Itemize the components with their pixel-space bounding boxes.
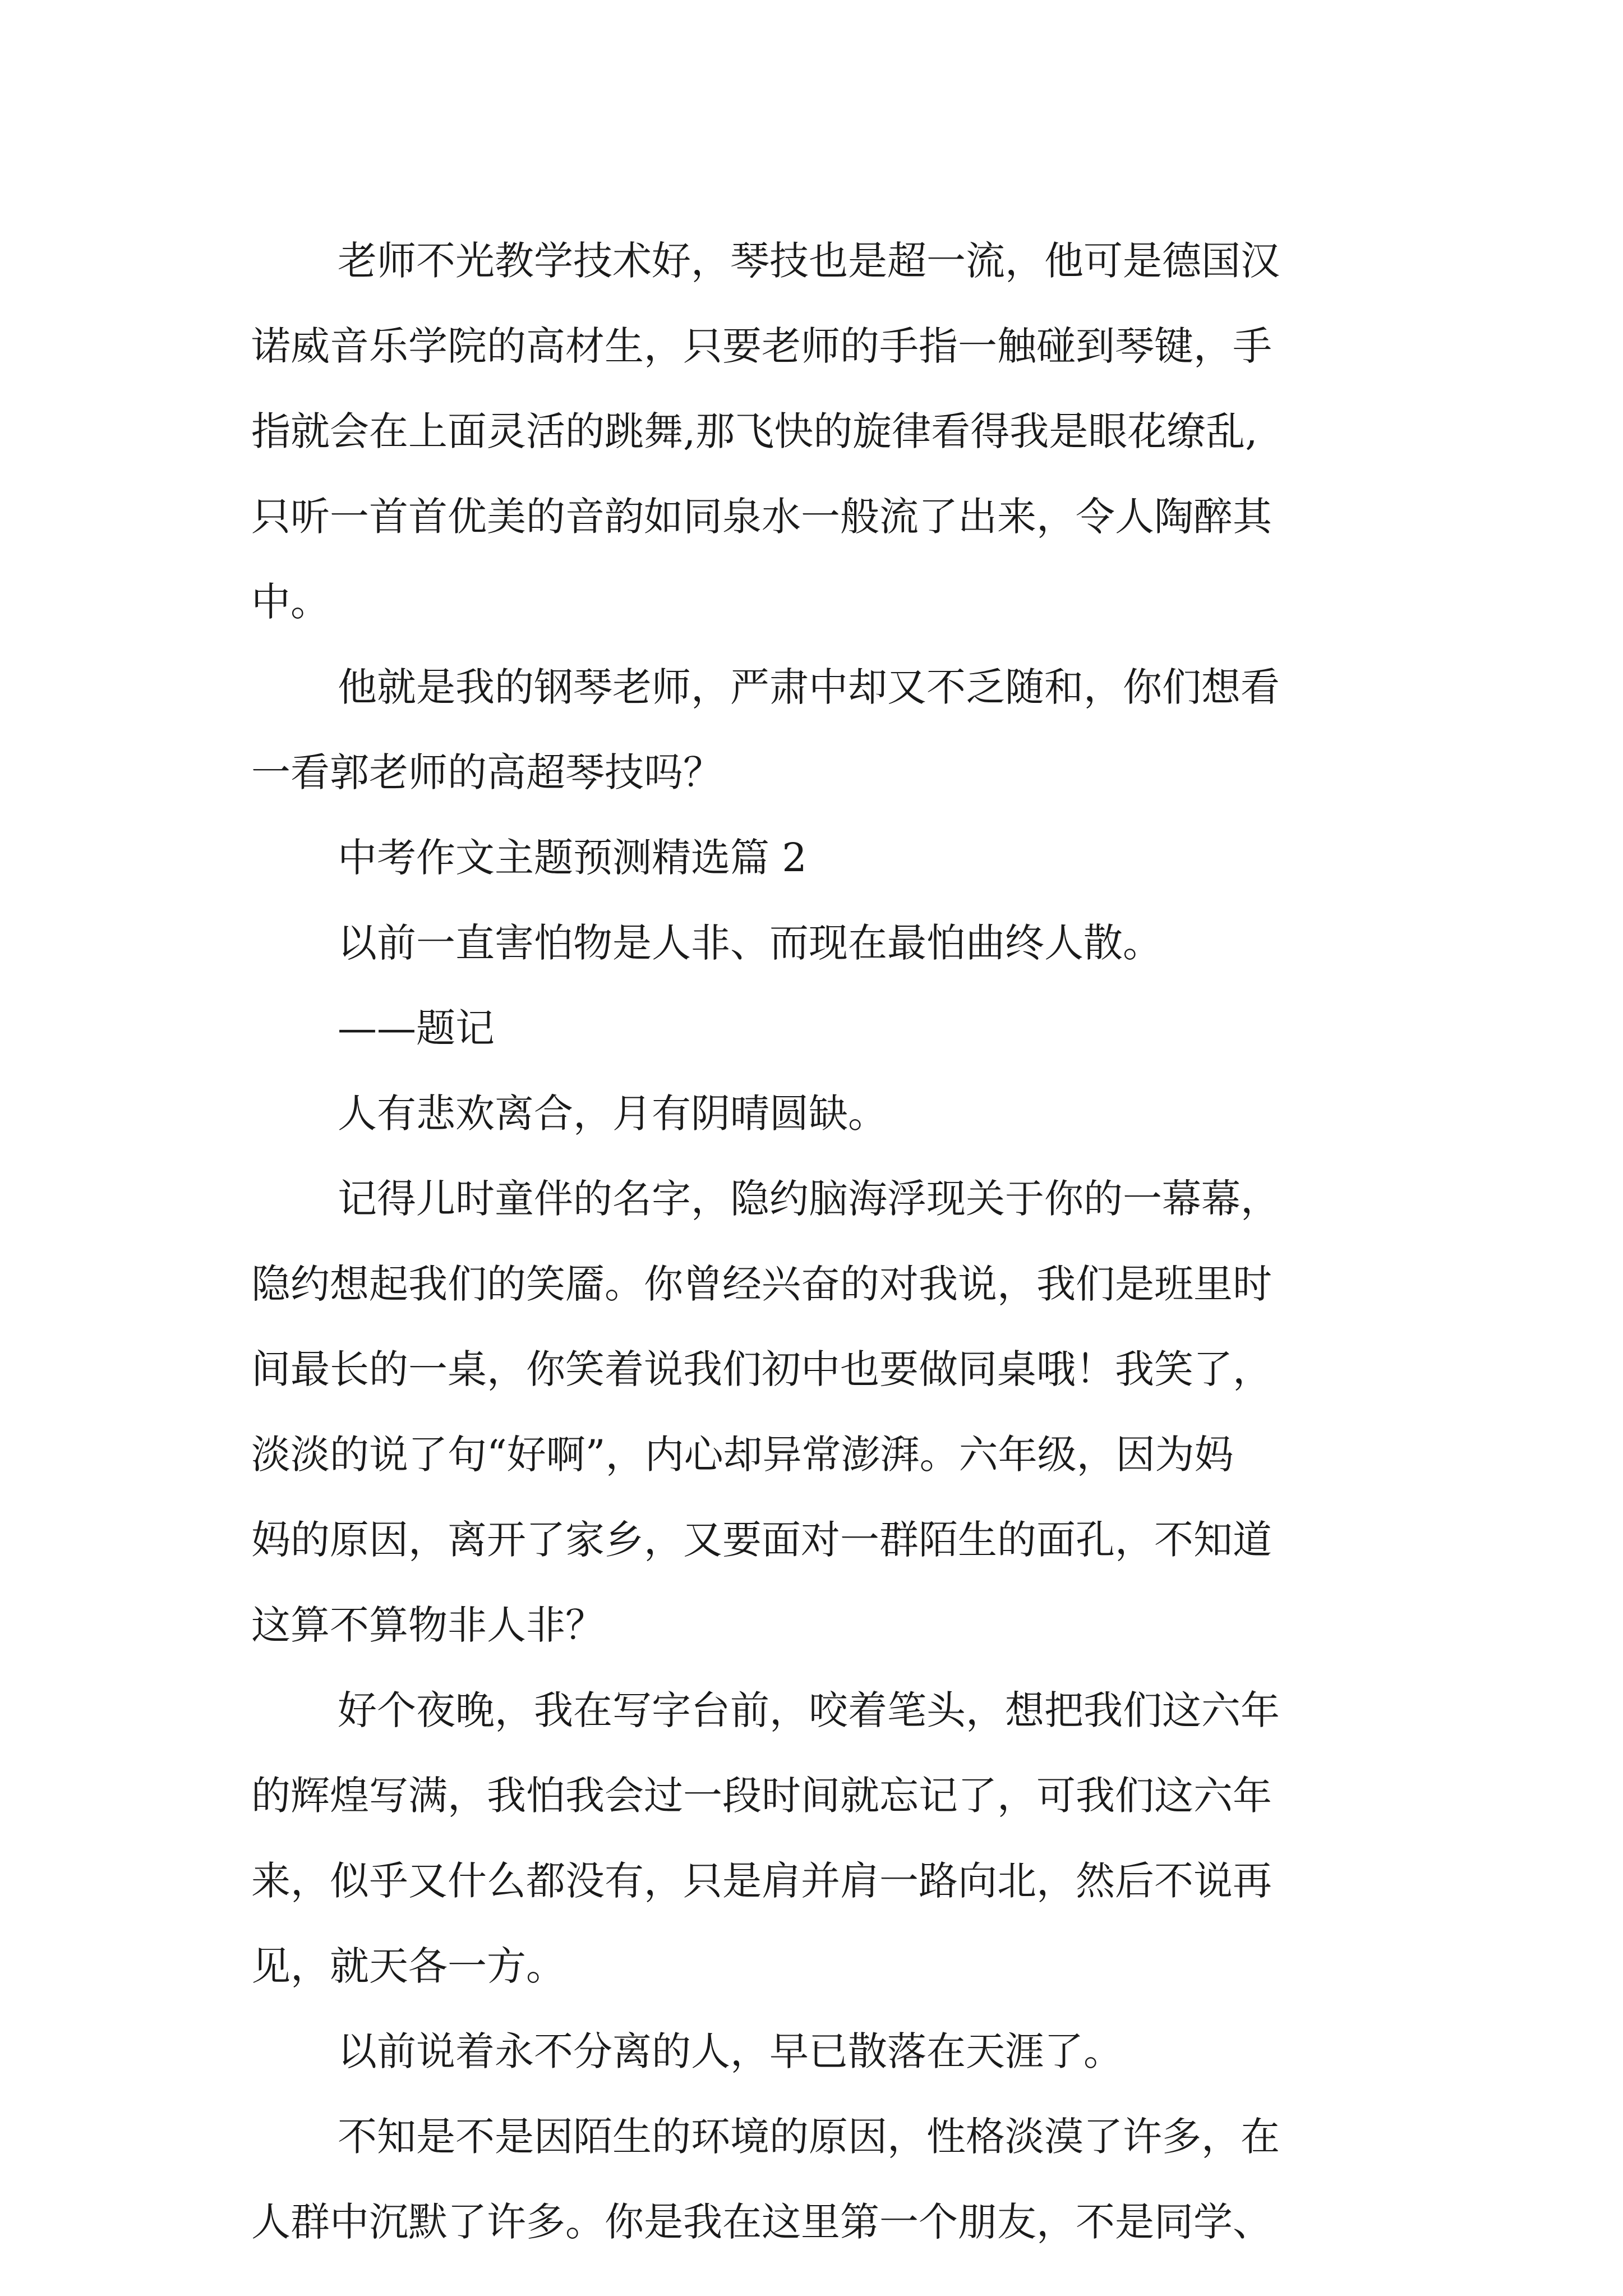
text-line: 以前说着永不分离的人，早已散落在天涯了。 xyxy=(338,2028,1123,2074)
text-line: 的辉煌写满，我怕我会过一段时间就忘记了，可我们这六年 xyxy=(251,1773,1272,1819)
text-line: 这算不算物非人非？ xyxy=(251,1602,605,1648)
document-text-body xyxy=(251,218,1429,2265)
text-line: 老师不光教学技术好，琴技也是超一流，他可是德国汉 xyxy=(338,238,1280,284)
text-line: 不知是不是因陌生的环境的原因，性格淡漠了许多，在 xyxy=(338,2114,1280,2160)
text-line: 中考作文主题预测精选篇 2 xyxy=(338,835,807,881)
text-line: 记得儿时童伴的名字，隐约脑海浮现关于你的一幕幕， xyxy=(338,1176,1280,1222)
text-line: 见，就天各一方。 xyxy=(251,1943,565,1989)
text-line: 以前一直害怕物是人非、而现在最怕曲终人散。 xyxy=(338,920,1162,966)
text-line: 淡淡的说了句“好啊”，内心却异常澎湃。六年级，因为妈 xyxy=(251,1432,1234,1478)
text-line: 间最长的一桌，你笑着说我们初中也要做同桌哦！我笑了， xyxy=(251,1346,1272,1392)
text-line: 来，似乎又什么都没有，只是肩并肩一路向北，然后不说再 xyxy=(251,1858,1272,1904)
text-line: 好个夜晚，我在写字台前，咬着笔头，想把我们这六年 xyxy=(338,1687,1280,1733)
text-line: 诺威音乐学院的高材生，只要老师的手指一触碰到琴键，手 xyxy=(251,323,1272,369)
text-line: 一看郭老师的高超琴技吗？ xyxy=(251,749,722,795)
text-line: 妈的原因，离开了家乡，又要面对一群陌生的面孔，不知道 xyxy=(251,1517,1272,1563)
text-line: 指就会在上面灵活的跳舞,那飞快的旋律看得我是眼花缭乱, xyxy=(251,408,1258,454)
text-line: 人群中沉默了许多。你是我在这里第一个朋友，不是同学、 xyxy=(251,2199,1272,2245)
text-line: 只听一首首优美的音韵如同泉水一般流了出来，令人陶醉其 xyxy=(251,494,1272,540)
text-line: 人有悲欢离合，月有阴晴圆缺。 xyxy=(338,1091,887,1137)
text-line: 他就是我的钢琴老师，严肃中却又不乏随和，你们想看 xyxy=(338,664,1280,710)
text-line: 中。 xyxy=(251,579,330,625)
text-line: ——题记 xyxy=(338,1005,495,1051)
text-line: 隐约想起我们的笑靥。你曾经兴奋的对我说，我们是班里时 xyxy=(251,1261,1272,1307)
